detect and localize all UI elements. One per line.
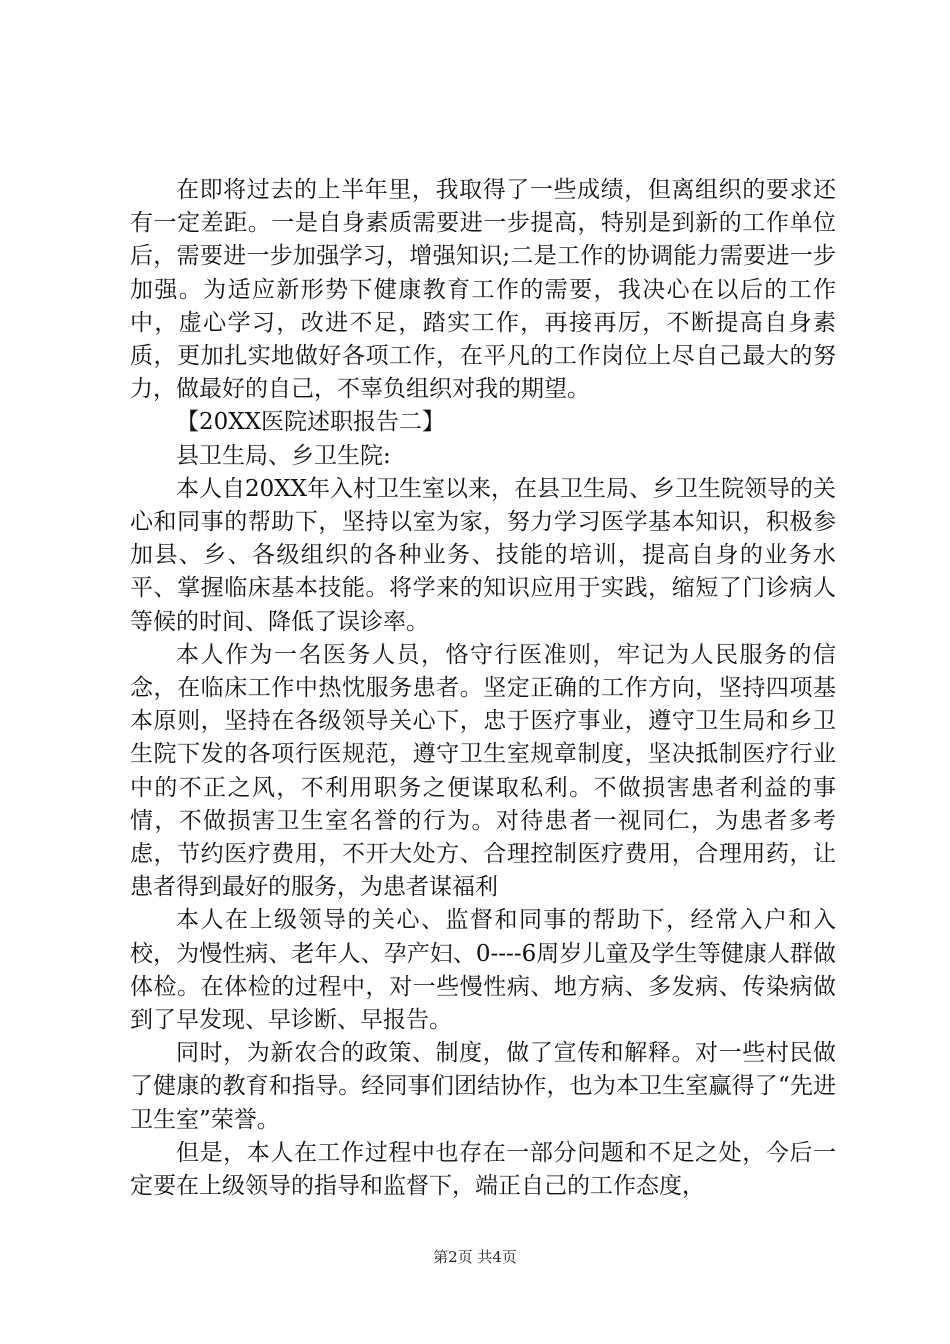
page-number-footer: 第2页 共4页 — [433, 1248, 517, 1266]
paragraph-policy: 同时，为新农合的政策、制度，做了宣传和解释。对一些村民做了健康的教育和指导。经同事们团结协作，也为本卫生室赢得了“先进卫生室”荣誉。 — [130, 1040, 836, 1133]
paragraph-checkups: 本人在上级领导的关心、监督和同事的帮助下，经常入户和入校，为慢性病、老年人、孕产妇、0----6周岁儿童及学生等健康人群做体检。在体检的过程中，对一些慢性病、地方病、多发病、传染病做到了早发现、早诊断、早报告。 — [130, 907, 836, 1034]
paragraph-shortcomings: 但是，本人在工作过程中也存在一部分问题和不足之处，今后一定要在上级领导的指导和监督下，端正自己的工作态度， — [130, 1139, 836, 1200]
salutation: 县卫生局、乡卫生院: — [176, 442, 391, 469]
document-body — [130, 174, 836, 1203]
paragraph-ethics: 本人作为一名医务人员，恪守行医准则，牢记为人民服务的信念，在临床工作中热忱服务患者。坚定正确的工作方向，坚持四项基本原则，坚持在各级领导关心下，忠于医疗事业，遵守卫生局和乡卫生院下发的各项行医规范，遵守卫生室规章制度，坚决抵制医疗行业中的不正之风，不利用职务之便谋取私利。不做损害患者利益的事情，不做损害卫生室名誉的行为。对待患者一视同仁，为患者多考虑，节约医疗费用，不开大处方、合理控制医疗费用，合理用药，让患者得到最好的服务，为患者谋福利 — [130, 641, 836, 901]
section-heading: 【20XX医院述职报告二】 — [176, 409, 446, 436]
paragraph-summary: 在即将过去的上半年里，我取得了一些成绩，但离组织的要求还有一定差距。一是自身素质需要进一步提高，特别是到新的工作单位后，需要进一步加强学习，增强知识;二是工作的协调能力需要进一步加强。为适应新形势下健康教育工作的需要，我决心在以后的工作中，虚心学习，改进不足，踏实工作，再接再厉，不断提高自身素质，更加扎实地做好各项工作，在平凡的工作岗位上尽自己最大的努力，做最好的自己，不辜负组织对我的期望。 — [130, 177, 836, 403]
paragraph-intro: 本人自20XX年入村卫生室以来，在县卫生局、乡卫生院领导的关心和同事的帮助下，坚持以室为家，努力学习医学基本知识，积极参加县、乡、各级组织的各种业务、技能的培训，提高自身的业务水平、掌握临床基本技能。将学来的知识应用于实践，缩短了门诊病人等候的时间、降低了误诊率。 — [130, 475, 837, 635]
